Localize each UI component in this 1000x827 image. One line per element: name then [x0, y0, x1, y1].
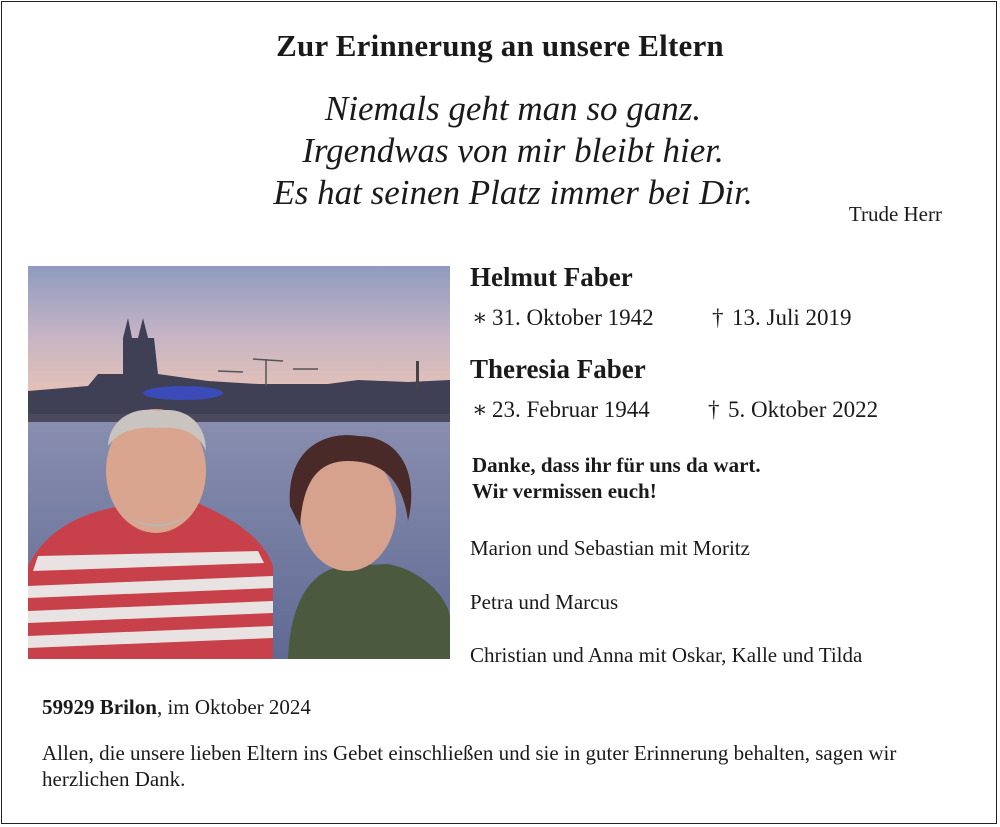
death-icon: † [712, 305, 724, 330]
birth-icon: ∗ [472, 397, 488, 422]
mourner-entry: Petra und Marcus [470, 590, 619, 614]
poem-line: Irgendwas von mir bleibt hier. [302, 131, 724, 170]
mourner-entry: Christian und Anna mit Oskar, Kalle und Tilda [470, 643, 863, 667]
memorial-photo [28, 266, 450, 659]
place-date [42, 695, 311, 720]
notice-title: Zur Erinnerung an unsere Eltern [276, 28, 724, 63]
person-dates [472, 397, 879, 423]
poem-author: Trude Herr [848, 202, 942, 226]
mourner-entry: Marion und Sebastian mit Moritz [470, 536, 750, 560]
poem-line: Es hat seinen Platz immer bei Dir. [273, 173, 753, 212]
birth-date: 23. Februar 1944 [492, 397, 650, 422]
person-name: Theresia Faber [470, 354, 646, 384]
person-dates [472, 305, 852, 331]
birth-date: 31. Oktober 1942 [492, 305, 654, 330]
thanks-message [472, 452, 761, 504]
death-icon: † [708, 397, 720, 422]
death-date: 5. Oktober 2022 [728, 397, 879, 422]
thanks-line: Wir vermissen euch! [472, 479, 657, 503]
birth-icon: ∗ [472, 305, 488, 330]
person-name: Helmut Faber [470, 262, 633, 292]
place-date-text: , im Oktober 2024 [156, 695, 311, 719]
poem [0, 88, 1000, 214]
thanks-line: Danke, dass ihr für uns da wart. [472, 453, 761, 477]
death-date: 13. Juli 2019 [732, 305, 852, 330]
poem-line: Niemals geht man so ganz. [324, 89, 702, 128]
place-name: 59929 Brilon [42, 695, 157, 719]
closing-text: Allen, die unsere lieben Eltern ins Gebet einschließen und sie in guter Erinnerung behalten, sagen wir herzlichen Dank. [42, 741, 897, 791]
